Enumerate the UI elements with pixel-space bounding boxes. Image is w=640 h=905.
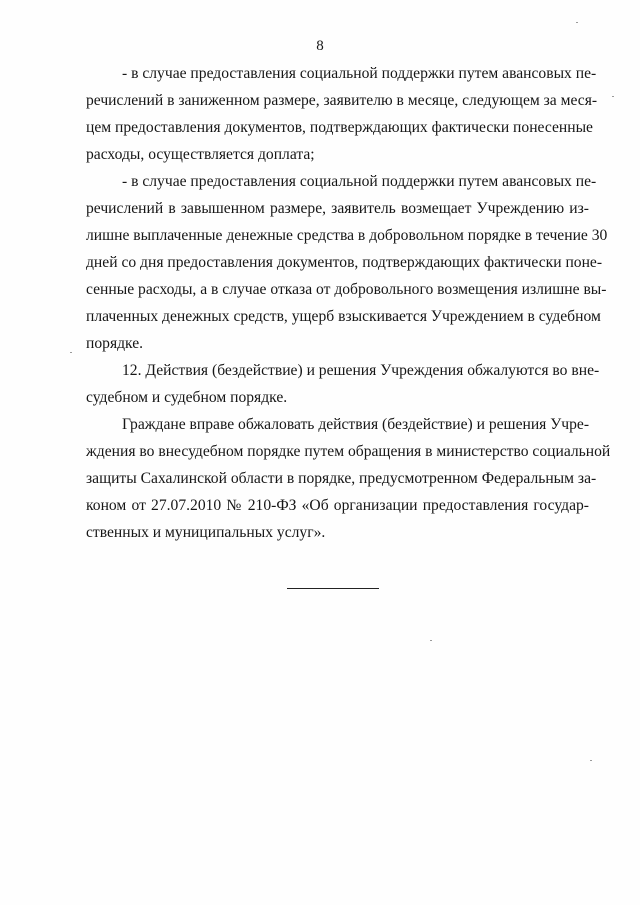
text-line: речислений в завышенном размере, заявитель возмещает Учреждению из- <box>86 200 589 217</box>
text-line: Граждане вправе обжаловать действия (бездействие) и решения Учре- <box>122 416 590 433</box>
text-line: дней со дня предоставления документов, подтверждающих фактически поне- <box>86 254 603 271</box>
text-line: расходы, осуществляется доплата; <box>86 146 315 163</box>
text-line: - в случае предоставления социальной поддержки путем авансовых пе- <box>122 173 597 190</box>
page-number: 8 <box>316 38 324 54</box>
text-line: лишне выплаченные денежные средства в добровольном порядке в течение 30 <box>86 227 608 244</box>
text-line: порядке. <box>86 335 144 352</box>
text-line: - в случае предоставления социальной поддержки путем авансовых пе- <box>122 65 597 82</box>
text-line: коном от 27.07.2010 № 210-ФЗ «Об организации предоставления государ- <box>86 497 589 514</box>
scan-speck <box>430 640 432 641</box>
text-line: плаченных денежных средств, ущерб взыскивается Учреждением в судебном <box>86 308 601 325</box>
text-line: защиты Сахалинской области в порядке, предусмотренном Федеральным за- <box>86 470 597 487</box>
scan-speck <box>612 96 614 97</box>
closing-separator <box>287 588 379 589</box>
text-line: речислений в заниженном размере, заявителю в месяце, следующем за меся- <box>86 92 598 109</box>
scan-speck <box>70 352 72 353</box>
text-line: ственных и муниципальных услуг». <box>86 524 326 541</box>
text-line: цем предоставления документов, подтверждающих фактически понесенные <box>86 119 593 136</box>
text-line: сенные расходы, а в случае отказа от добровольного возмещения излишне вы- <box>86 281 607 298</box>
scan-speck <box>576 22 578 23</box>
text-line: ждения во внесудебном порядке путем обращения в министерство социальной <box>86 443 611 460</box>
scan-speck <box>590 760 592 761</box>
text-line: судебном и судебном порядке. <box>86 389 288 406</box>
text-line: 12. Действия (бездействие) и решения Учреждения обжалуются во вне- <box>122 362 600 379</box>
